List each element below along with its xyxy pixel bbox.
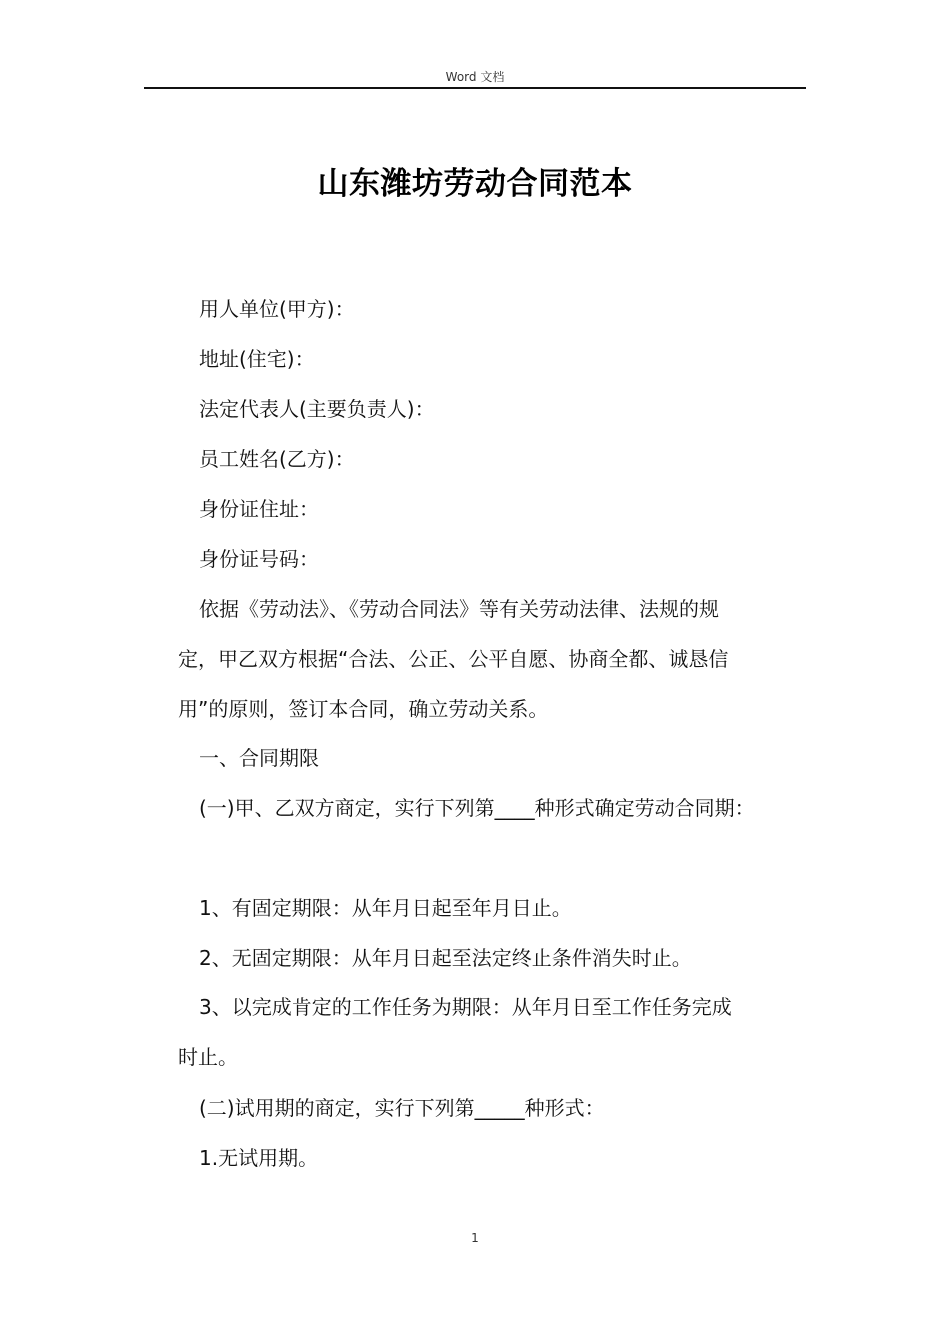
list-item <box>178 982 808 1082</box>
field-id-number: 身份证号码： <box>199 547 319 571</box>
list-item-line: 3、以完成肯定的工作任务为期限：从年月日至工作任务完成 <box>199 995 732 1019</box>
intro-paragraph <box>178 584 808 734</box>
header-divider <box>144 87 806 89</box>
clause-term-form: (一)甲、乙双方商定，实行下列第____种形式确定劳动合同期： <box>199 796 755 820</box>
clause-probation: (二)试用期的商定，实行下列第_____种形式： <box>199 1096 605 1120</box>
field-employee-name: 员工姓名(乙方)： <box>199 447 355 471</box>
list-item-line: 时止。 <box>178 1045 238 1069</box>
list-item: 1、有固定期限：从年月日起至年月日止。 <box>199 896 572 920</box>
list-item: 1.无试用期。 <box>199 1146 319 1170</box>
page-number: 1 <box>471 1231 479 1245</box>
field-id-address: 身份证住址： <box>199 497 319 521</box>
document-title: 山东潍坊劳动合同范本 <box>317 166 633 202</box>
intro-line: 定，甲乙双方根据“合法、公正、公平自愿、协商全都、诚恳信 <box>178 647 729 671</box>
field-legal-rep: 法定代表人(主要负责人)： <box>199 397 435 421</box>
intro-line: 用”的原则，签订本合同，确立劳动关系。 <box>178 697 549 721</box>
intro-line: 依据《劳动法》、《劳动合同法》等有关劳动法律、法规的规 <box>199 597 719 621</box>
list-item: 2、无固定期限：从年月日起至法定终止条件消失时止。 <box>199 946 692 970</box>
field-address: 地址(住宅)： <box>199 347 315 371</box>
page-header-label: Word 文档 <box>445 70 505 84</box>
section-heading: 一、合同期限 <box>199 746 319 770</box>
field-employer: 用人单位(甲方)： <box>199 297 355 321</box>
